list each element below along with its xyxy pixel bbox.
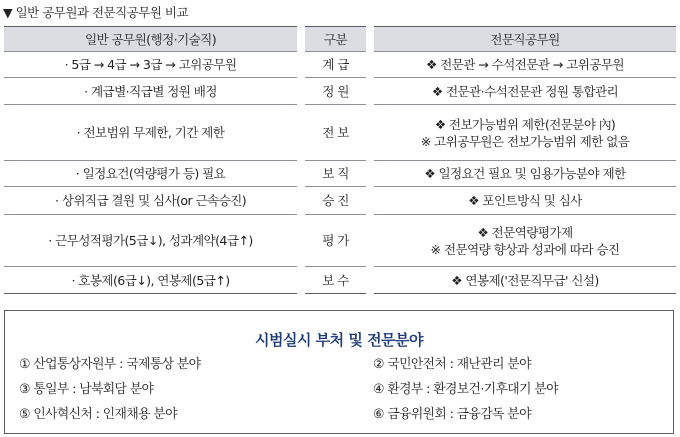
row-transfer-label: 전 보 [305, 104, 366, 160]
pilot-box-title: 시범실시 부처 및 전문분야 [254, 331, 424, 349]
row-rank-specialist-line: ❖ 전문관 → 수석전문관 → 고위공무원 [426, 57, 624, 72]
pilot-item-5: ⑤ 인사혁신처 : 인재채용 분야 [19, 407, 177, 422]
row-pay-specialist [374, 266, 676, 293]
pilot-departments-box [4, 310, 674, 434]
header-general: 일반 공무원(행정·기술직) [4, 26, 297, 51]
row-promotion-general: · 상위직급 결원 및 심사(or 근속승진) [4, 186, 297, 214]
table-caption: ▼ 일반 공무원과 전문직공무원 비교 [3, 5, 189, 20]
row-pay-label: 보 수 [305, 266, 366, 293]
pilot-item-3: ③ 통일부 : 남북회담 분야 [19, 382, 154, 397]
pilot-item-2: ② 국민안전처 : 재난관리 분야 [373, 357, 531, 372]
row-assignment-specialist [374, 160, 676, 186]
row-transfer-specialist [374, 104, 676, 160]
row-pay-general: · 호봉제(6급↓), 연봉제(5급↑) [4, 266, 297, 293]
row-quota-general: · 계급별·직급별 정원 배정 [4, 77, 297, 104]
row-assignment-label: 보 직 [305, 160, 366, 186]
row-promotion-label: 승 진 [305, 186, 366, 214]
header-specialist: 전문직공무원 [374, 26, 676, 51]
row-assignment-specialist-line: ❖ 일정요건 필요 및 임용가능분야 제한 [424, 166, 626, 181]
row-pay-specialist-line: ❖ 연봉제('전문직무급' 신설) [451, 272, 599, 288]
row-evaluation-specialist-line2: ※ 전문역량 향상과 성과에 따라 승진 [430, 241, 620, 257]
header-category: 구분 [305, 26, 366, 51]
row-quota-specialist [374, 77, 676, 104]
table-bottom-border-left [4, 293, 297, 294]
pilot-item-1: ① 산업통상자원부 : 국제통상 분야 [19, 357, 201, 372]
row-rank-specialist [374, 51, 676, 77]
row-evaluation-specialist-line1: ❖ 전문역량평가제 [477, 224, 573, 240]
row-transfer-specialist-line1: ❖ 전보가능범위 제한(전문분야 內) [434, 116, 616, 132]
row-quota-label: 정 원 [305, 77, 366, 104]
table-bottom-border-mid [305, 293, 366, 294]
pilot-item-4: ④ 환경부 : 환경보건·기후대기 분야 [373, 382, 558, 397]
row-evaluation-general: · 근무성적평가(5급↓), 성과계약(4급↑) [4, 214, 297, 266]
row-promotion-specialist-line: ❖ 포인트방식 및 심사 [468, 193, 582, 208]
row-transfer-specialist-line2: ※ 고위공무원은 전보가능범위 제한 없음 [420, 133, 630, 149]
row-transfer-general: · 전보범위 무제한, 기간 제한 [4, 104, 297, 160]
row-evaluation-specialist [374, 214, 676, 266]
row-rank-label: 계 급 [305, 51, 366, 77]
pilot-item-6: ⑥ 금융위원회 : 금융감독 분야 [373, 407, 531, 422]
row-promotion-specialist [374, 186, 676, 214]
row-assignment-general: · 일정요건(역량평가 등) 필요 [4, 160, 297, 186]
table-bottom-border-right [374, 293, 676, 294]
row-quota-specialist-line: ❖ 전문관·수석전문관 정원 통합관리 [431, 83, 619, 99]
row-rank-general: · 5급 → 4급 → 3급 → 고위공무원 [4, 51, 297, 77]
row-evaluation-label: 평 가 [305, 214, 366, 266]
